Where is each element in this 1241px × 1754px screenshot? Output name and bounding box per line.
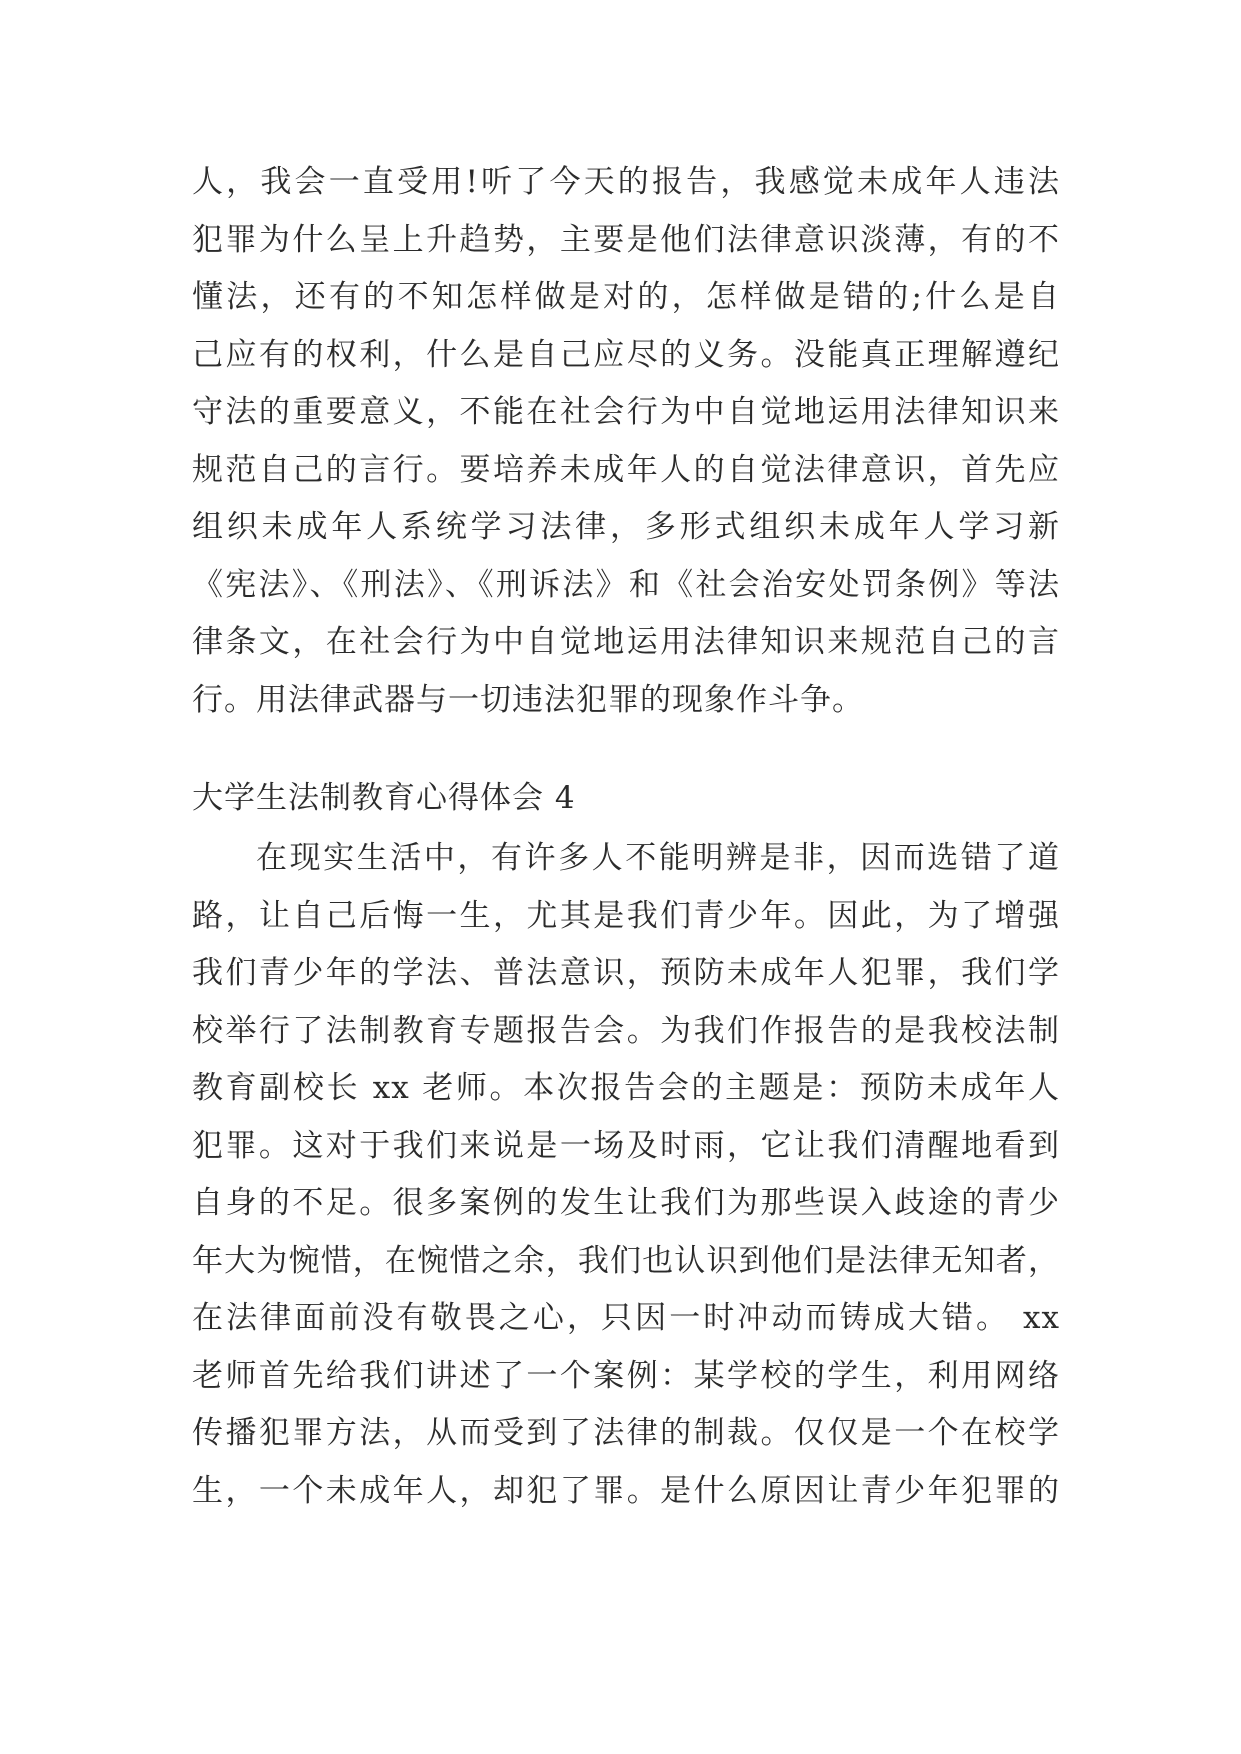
section-heading: 大学生法制教育心得体会 4 — [192, 780, 576, 816]
text-line: 生，一个未成年人，却犯了罪。是什么原因让青少年犯罪的 — [192, 1472, 1060, 1509]
text-line: 人，我会一直受用!听了今天的报告，我感觉未成年人违法 — [192, 164, 1060, 200]
text-line: 传播犯罪方法，从而受到了法律的制裁。仅仅是一个在校学 — [192, 1415, 1060, 1451]
text-line: 《宪法》、《刑法》、《刑诉法》和《社会治安处罚条例》等法 — [192, 566, 1060, 603]
text-line: 己应有的权利，什么是自己应尽的义务。没能真正理解遵纪 — [192, 336, 1060, 373]
text-line: 行。用法律武器与一切违法犯罪的现象作斗争。 — [192, 681, 864, 718]
text-line: 我们青少年的学法、普法意识，预防未成年人犯罪，我们学 — [192, 955, 1060, 991]
text-line: 教育副校长 xx 老师。本次报告会的主题是：预防未成年人 — [192, 1070, 1060, 1106]
text-line: 律条文，在社会行为中自觉地运用法律知识来规范自己的言 — [192, 624, 1060, 660]
text-line: 规范自己的言行。要培养未成年人的自觉法律意识，首先应 — [192, 451, 1060, 488]
text-line: 组织未成年人系统学习法律，多形式组织未成年人学习新 — [192, 509, 1060, 545]
text-line: 自身的不足。很多案例的发生让我们为那些误入歧途的青少 — [192, 1185, 1060, 1221]
text-line: 老师首先给我们讲述了一个案例：某学校的学生，利用网络 — [192, 1357, 1060, 1394]
text-line: 校举行了法制教育专题报告会。为我们作报告的是我校法制 — [192, 1012, 1060, 1049]
text-line: 守法的重要意义，不能在社会行为中自觉地运用法律知识来 — [192, 394, 1060, 430]
text-line: 路，让自己后悔一生，尤其是我们青少年。因此，为了增强 — [192, 897, 1060, 934]
text-line: 犯罪。这对于我们来说是一场及时雨，它让我们清醒地看到 — [192, 1127, 1060, 1164]
text-line: 年大为惋惜，在惋惜之余，我们也认识到他们是法律无知者， — [192, 1242, 1060, 1279]
paragraph-continued — [192, 154, 1060, 729]
text-line: 犯罪为什么呈上升趋势，主要是他们法律意识淡薄，有的不 — [192, 221, 1060, 258]
text-line: 在法律面前没有敬畏之心，只因一时冲动而铸成大错。 xx — [192, 1300, 1060, 1336]
paragraph-new — [192, 830, 1060, 1520]
text-line: 懂法，还有的不知怎样做是对的，怎样做是错的;什么是自 — [192, 279, 1060, 315]
text-line: 在现实生活中，有许多人不能明辨是非，因而选错了道 — [256, 840, 1060, 876]
